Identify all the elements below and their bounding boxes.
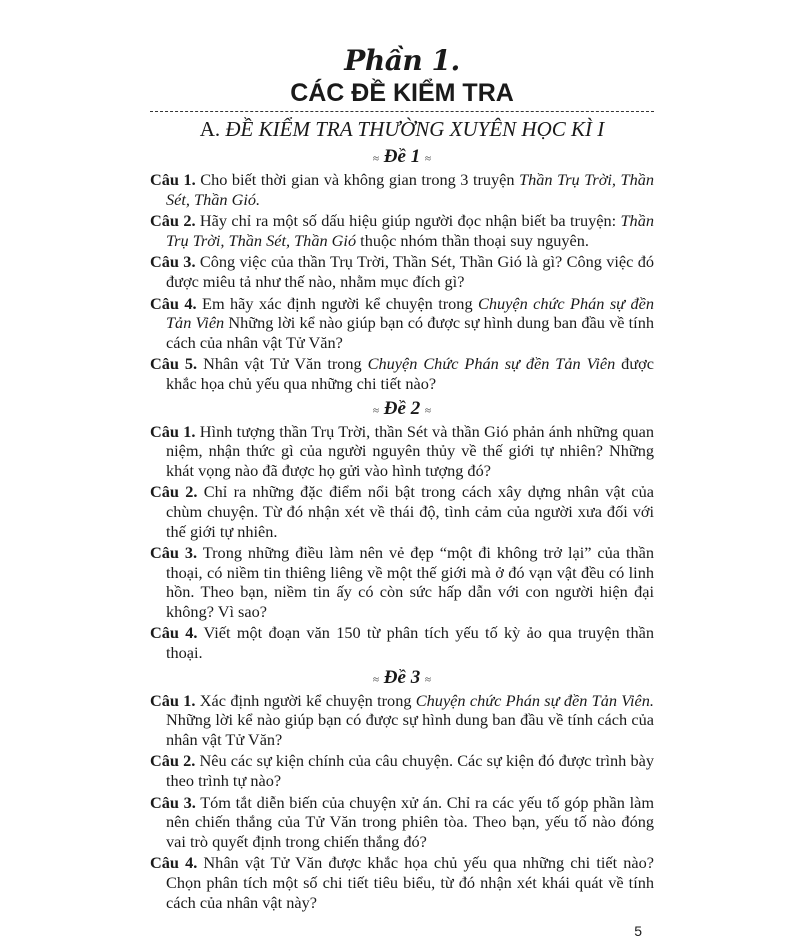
question <box>150 294 654 353</box>
question-text: thuộc nhóm thần thoại suy nguyên. <box>356 230 589 250</box>
exam-1 <box>150 146 654 394</box>
ornament-left-icon: ≈ <box>373 404 380 417</box>
question-text: Những lời kể nào giúp bạn có được sự hình dung ban đầu về tính cách của nhân vật Tử Văn? <box>166 710 654 749</box>
exam-title <box>150 146 654 170</box>
work-title: Thần Trụ Trời, Thần Sét, Thần Gió <box>166 211 654 250</box>
question-label: Câu 3. <box>150 792 196 812</box>
question <box>150 252 654 291</box>
question-label: Câu 1. <box>150 421 196 441</box>
page-number: 5 <box>634 923 642 940</box>
question <box>150 793 654 852</box>
question <box>150 751 654 790</box>
question-text: Công việc của thần Trụ Trời, Thần Sét, Thần Gió là gì? Công việc đó được miêu tả như thế nào, nhằm mục đích gì? <box>166 252 654 291</box>
question <box>150 170 654 209</box>
question-label: Câu 3. <box>150 252 196 272</box>
question-label: Câu 4. <box>150 293 197 313</box>
question <box>150 482 654 541</box>
question-label: Câu 3. <box>150 543 198 563</box>
exam-title-text: Đề 1 <box>383 146 421 167</box>
question-text: Em hãy xác định người kể chuyện trong <box>196 293 479 313</box>
question <box>150 211 654 250</box>
question-text: Trong những điều làm nên vẻ đẹp “một đi không trở lại” của thần thoại, có niềm tin thiêng liêng về một thế giới mà ở đó vạn vật đều có linh hồn. Theo bạn, niềm tin ấy có còn sức hấp dẫn với con người hiện đại không? Vì sao? <box>166 543 654 621</box>
work-title: Chuyện Chức Phán sự đền Tản Viên <box>367 354 616 374</box>
question <box>150 422 654 481</box>
exam-title <box>150 667 654 691</box>
section-title: ĐỀ KIỂM TRA THƯỜNG XUYÊN HỌC KÌ I <box>225 117 605 141</box>
question-text: Cho biết thời gian và không gian trong 3 truyện <box>195 170 520 189</box>
question-label: Câu 2. <box>150 482 198 502</box>
section-heading <box>150 116 654 142</box>
question-text: Những lời kể nào giúp bạn có được sự hình dung ban đầu về tính cách của nhân vật Tử Văn? <box>166 313 654 352</box>
question-text: Tóm tắt diễn biến của chuyện xử án. Chỉ ra các yếu tố góp phần làm nên chiến thắng của Tử Văn trong phiên tòa. Theo bạn, yếu tố nào đóng vai trò quyết định trong chiến thắng đó? <box>166 792 654 851</box>
ornament-right-icon: ≈ <box>424 673 431 686</box>
question-text: được khắc họa chủ yếu qua những chi tiết nào? <box>166 354 654 393</box>
question-label: Câu 4. <box>150 623 198 643</box>
question <box>150 354 654 393</box>
question <box>150 853 654 912</box>
question-text: Chỉ ra những đặc điểm nổi bật trong cách xây dựng nhân vật của chùm chuyện. Từ đó nhận xét về thái độ, tình cảm của người xưa đối với thế giới tự nhiên. <box>166 482 654 541</box>
section-prefix: A. <box>199 117 221 141</box>
question-text: Hãy chỉ ra một số dấu hiệu giúp người đọc nhận biết ba truyện: <box>195 211 621 231</box>
question-label: Câu 2. <box>150 211 196 231</box>
exam-title <box>150 398 654 422</box>
question-text: Xác định người kể chuyện trong <box>195 690 416 710</box>
question-text: Viết một đoạn văn 150 từ phân tích yếu tố kỳ ảo qua truyện thần thoại. <box>166 623 654 663</box>
question-text: Hình tượng thần Trụ Trời, thần Sét và thần Gió phản ánh những quan niệm, nhận thức gì của người nguyên thủy về thế giới tự nhiên? Những khát vọng nào đã được họ gửi vào hình tượng đó? <box>166 421 654 480</box>
question-label: Câu 2. <box>150 751 196 771</box>
question-label: Câu 1. <box>150 170 196 189</box>
main-title: CÁC ĐỀ KIỂM TRA <box>290 79 514 107</box>
work-title: Chuyện chức Phán sự đền Tản Viên. <box>415 690 654 710</box>
work-title: Thần Trụ Trời, Thần Sét, Thần Gió. <box>166 170 654 209</box>
exam-title-text: Đề 3 <box>383 666 421 688</box>
divider <box>150 111 654 112</box>
page-content <box>150 0 654 950</box>
exam-3 <box>150 667 654 913</box>
question-label: Câu 1. <box>150 690 196 710</box>
question-label: Câu 4. <box>150 853 198 873</box>
part-title: Phần 1. <box>344 44 460 77</box>
work-title: Chuyện chức Phán sự đền Tản Viên <box>166 293 654 333</box>
question <box>150 543 654 621</box>
exam-2 <box>150 398 654 663</box>
ornament-left-icon: ≈ <box>373 153 380 165</box>
question-text: Nhân vật Tử Văn trong <box>197 354 368 374</box>
exam-title-text: Đề 2 <box>383 397 421 419</box>
question <box>150 691 654 750</box>
question-text: Nêu các sự kiện chính của câu chuyện. Các sự kiện đó được trình bày theo trình tự nào? <box>166 751 654 791</box>
ornament-right-icon: ≈ <box>424 404 431 417</box>
ornament-left-icon: ≈ <box>373 673 380 686</box>
question <box>150 623 654 662</box>
ornament-right-icon: ≈ <box>424 153 431 165</box>
question-label: Câu 5. <box>150 354 198 374</box>
question-text: Nhân vật Tử Văn được khắc họa chủ yếu qua những chi tiết nào? Chọn phân tích một số chi tiết tiêu biểu, từ đó nhận xét khái quát về tính cách của nhân vật này? <box>166 853 654 912</box>
